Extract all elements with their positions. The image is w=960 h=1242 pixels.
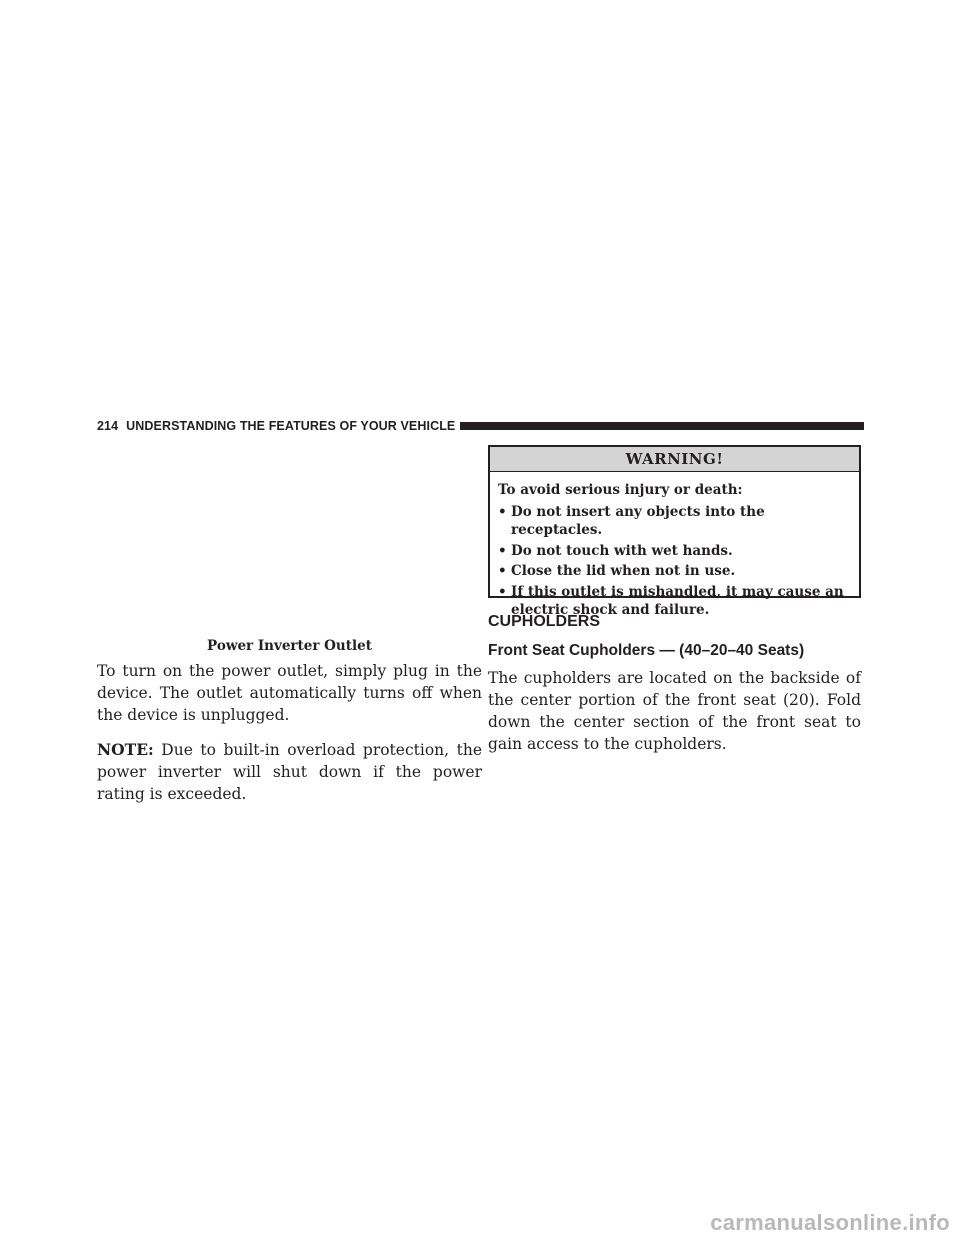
note-text: Due to built-in overload protection, the power inverter will shut down if the power rating is exceeded. [97,741,482,803]
note-paragraph [97,739,482,805]
header-rule [460,422,864,430]
warning-body [490,472,859,620]
warning-item [498,503,851,540]
cupholders-heading: CUPHOLDERS [488,613,601,630]
watermark-logo: carmanualsonline.info [710,1210,950,1235]
warning-item [498,562,851,581]
warning-item-text: Do not touch with wet hands. [511,542,733,559]
left-column [97,660,482,818]
warning-intro: To avoid serious injury or death: [498,482,743,498]
warning-item-text: Close the lid when not in use. [511,563,736,579]
page-header [97,418,864,434]
bullet-icon: • [498,583,507,600]
cupholders-paragraph: The cupholders are located on the backside of the center portion of the front seat (20). Fold down the center section of the front seat to gain access to the cupholders. [488,669,861,753]
bullet-icon: • [498,563,507,579]
warning-title: WARNING! [490,447,859,472]
warning-item-text: Do not insert any objects into the receptacles. [511,503,765,538]
bullet-icon: • [498,503,507,520]
warning-item-text: If this outlet is mishandled, it may cause an electric shock and failure. [511,583,844,618]
front-seat-cupholders-subheading: Front Seat Cupholders — (40–20–40 Seats) [488,642,805,659]
warning-list [498,503,851,620]
warning-item [498,542,851,561]
note-label: NOTE: [97,740,154,759]
header-title: UNDERSTANDING THE FEATURES OF YOUR VEHICLE [126,419,456,433]
power-outlet-paragraph: To turn on the power outlet, simply plug in the device. The outlet automatically turns off when the device is unplugged. [97,662,482,724]
warning-box [488,445,861,618]
header-page-number: 214 [97,419,119,433]
bullet-icon: • [498,542,507,559]
figure-caption: Power Inverter Outlet [207,638,372,654]
